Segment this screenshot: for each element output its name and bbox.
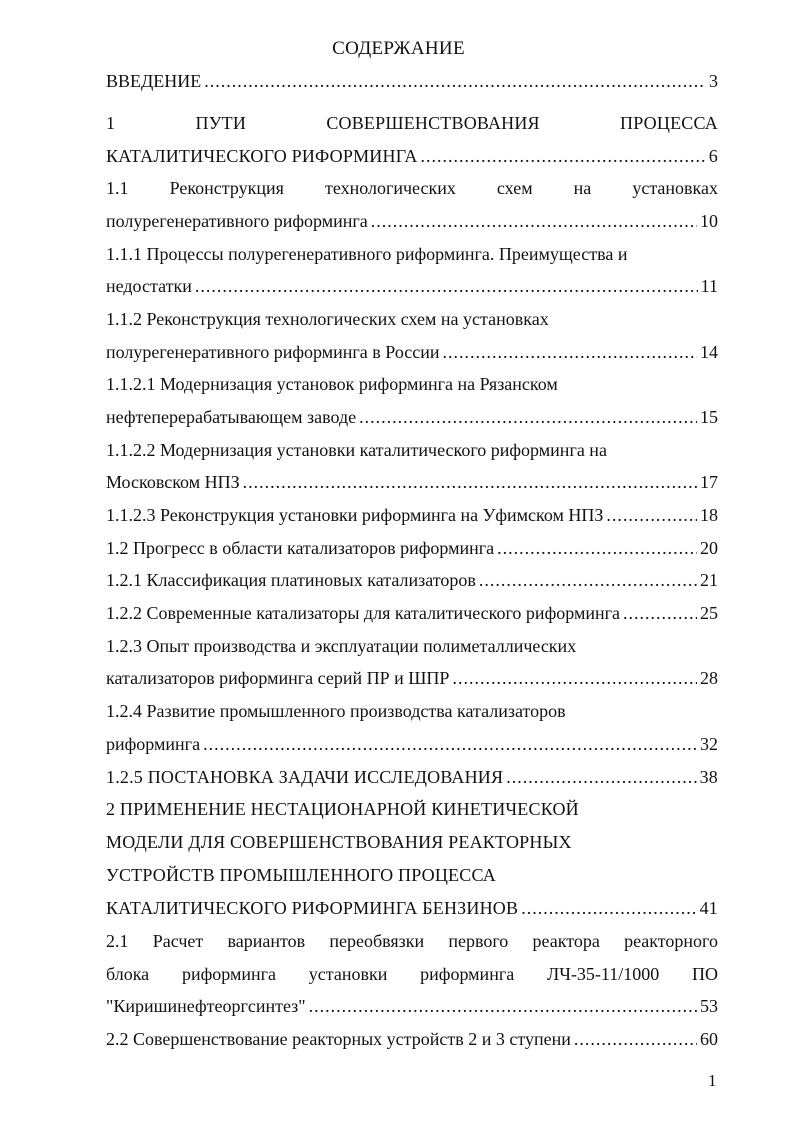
toc-entry bbox=[106, 338, 718, 366]
toc-entry-line: 1.1.1 Процессы полурегенеративного риформинга. Преимущества и bbox=[106, 244, 628, 264]
toc-title: СОДЕРЖАНИЕ bbox=[332, 38, 465, 59]
toc-entry bbox=[106, 534, 718, 562]
leader-dots bbox=[479, 566, 697, 594]
toc-entry bbox=[106, 67, 718, 95]
toc-entry-page: 38 bbox=[699, 767, 718, 787]
toc-entry-text: КАТАЛИТИЧЕСКОГО РИФОРМИНГА БЕНЗИНОВ bbox=[106, 898, 519, 918]
toc-entry-text: КАТАЛИТИЧЕСКОГО РИФОРМИНГА bbox=[106, 146, 418, 166]
toc-entry bbox=[106, 468, 718, 496]
leader-dots bbox=[497, 534, 697, 562]
toc-entry-page: 25 bbox=[700, 603, 718, 623]
leader-dots bbox=[623, 599, 697, 627]
leader-dots bbox=[452, 664, 697, 692]
toc-entry bbox=[106, 207, 718, 235]
toc-entry-page: 10 bbox=[700, 211, 718, 231]
toc-entry bbox=[106, 992, 718, 1020]
toc-entry-page: 28 bbox=[700, 668, 718, 688]
leader-dots bbox=[506, 763, 696, 791]
toc-entry bbox=[106, 501, 718, 529]
leader-dots bbox=[371, 207, 697, 235]
toc-entry bbox=[106, 599, 718, 627]
toc-entry-page: 14 bbox=[700, 342, 718, 362]
leader-dots bbox=[521, 894, 696, 922]
toc-entry-line: 1 ПУТИ СОВЕРШЕНСТВОВАНИЯ ПРОЦЕССА bbox=[106, 113, 718, 133]
toc-entry-text: 1.2.5 ПОСТАНОВКА ЗАДАЧИ ИССЛЕДОВАНИЯ bbox=[106, 767, 504, 787]
toc-entry-text: 1.1.2.3 Реконструкция установки риформинга на Уфимском НПЗ bbox=[106, 505, 604, 525]
toc-entry-line: 2.1 Расчет вариантов переобвязки первого реактора реакторного bbox=[106, 931, 718, 951]
leader-dots bbox=[195, 272, 698, 300]
toc-entry-line: 1.2.4 Развитие промышленного производства катализаторов bbox=[106, 701, 566, 721]
toc-entry-line: УСТРОЙСТВ ПРОМЫШЛЕННОГО ПРОЦЕССА bbox=[106, 865, 496, 885]
toc-entry-text: Московском НПЗ bbox=[106, 472, 240, 492]
toc-entry-line: 1.1.2.1 Модернизация установок риформинга на Рязанском bbox=[106, 374, 558, 394]
leader-dots bbox=[243, 468, 697, 496]
toc-entry-page: 32 bbox=[700, 734, 718, 754]
toc-entry bbox=[106, 664, 718, 692]
toc-entry bbox=[106, 894, 718, 922]
leader-dots bbox=[421, 142, 706, 170]
leader-dots bbox=[443, 338, 697, 366]
toc-entry bbox=[106, 763, 718, 791]
toc-entry bbox=[106, 272, 718, 300]
toc-entry-text: катализаторов риформинга серий ПР и ШПР bbox=[106, 668, 450, 688]
toc-entry-text: 1.2.2 Современные катализаторы для каталитического риформинга bbox=[106, 603, 620, 623]
toc-entry bbox=[106, 730, 718, 758]
toc-entry-page: 18 bbox=[700, 505, 718, 525]
toc-entry-page: 3 bbox=[709, 71, 718, 91]
toc-entry bbox=[106, 566, 718, 594]
leader-dots bbox=[203, 730, 697, 758]
toc-entry-line: 1.1 Реконструкция технологических схем на установках bbox=[106, 178, 718, 198]
toc-entry-text: "Киришинефтеоргсинтез" bbox=[106, 996, 306, 1016]
toc-entry-page: 15 bbox=[700, 407, 718, 427]
toc-entry-page: 21 bbox=[700, 570, 718, 590]
toc-entry-line: 2 ПРИМЕНЕНИЕ НЕСТАЦИОНАРНОЙ КИНЕТИЧЕСКОЙ bbox=[106, 799, 579, 819]
toc-entry-text: 1.2.1 Классификация платиновых катализаторов bbox=[106, 570, 476, 590]
page-number: 1 bbox=[708, 1071, 717, 1090]
toc-entry-page: 6 bbox=[708, 146, 718, 166]
toc-entry-text: полурегенеративного риформинга в России bbox=[106, 342, 440, 362]
toc-entry-page: 17 bbox=[700, 472, 718, 492]
toc-entry-page: 20 bbox=[700, 538, 718, 558]
toc-entry bbox=[106, 403, 718, 431]
toc-entry-line: 1.1.2.2 Модернизация установки каталитического риформинга на bbox=[106, 440, 607, 460]
toc-entry-text: ВВЕДЕНИЕ bbox=[106, 71, 202, 91]
leader-dots bbox=[574, 1025, 697, 1053]
toc-entry-text: нефтеперерабатывающем заводе bbox=[106, 407, 357, 427]
leader-dots bbox=[204, 67, 706, 95]
toc-entry-text: 2.2 Совершенствование реакторных устройств 2 и 3 ступени bbox=[106, 1029, 571, 1049]
toc-entry-text: риформинга bbox=[106, 734, 201, 754]
leader-dots bbox=[359, 403, 697, 431]
toc-entry bbox=[106, 1025, 718, 1053]
toc-entry-text: 1.2 Прогресс в области катализаторов риформинга bbox=[106, 538, 495, 558]
toc-entry-page: 41 bbox=[699, 898, 718, 918]
toc-entry-page: 60 bbox=[700, 1029, 718, 1049]
toc-entry-text: полурегенеративного риформинга bbox=[106, 211, 368, 231]
toc-entry-text: недостатки bbox=[106, 276, 192, 296]
toc-entry bbox=[106, 142, 718, 170]
leader-dots bbox=[606, 501, 697, 529]
toc-entry-line: блока риформинга установки риформинга ЛЧ-35-11/1000 ПО bbox=[106, 964, 718, 984]
toc-entry-line: МОДЕЛИ ДЛЯ СОВЕРШЕНСТВОВАНИЯ РЕАКТОРНЫХ bbox=[106, 832, 572, 852]
leader-dots bbox=[309, 992, 697, 1020]
toc-entry-line: 1.1.2 Реконструкция технологических схем на установках bbox=[106, 309, 549, 329]
toc-entry-page: 11 bbox=[700, 276, 718, 296]
toc-entry-line: 1.2.3 Опыт производства и эксплуатации полиметаллических bbox=[106, 636, 577, 656]
toc-entry-page: 53 bbox=[700, 996, 718, 1016]
